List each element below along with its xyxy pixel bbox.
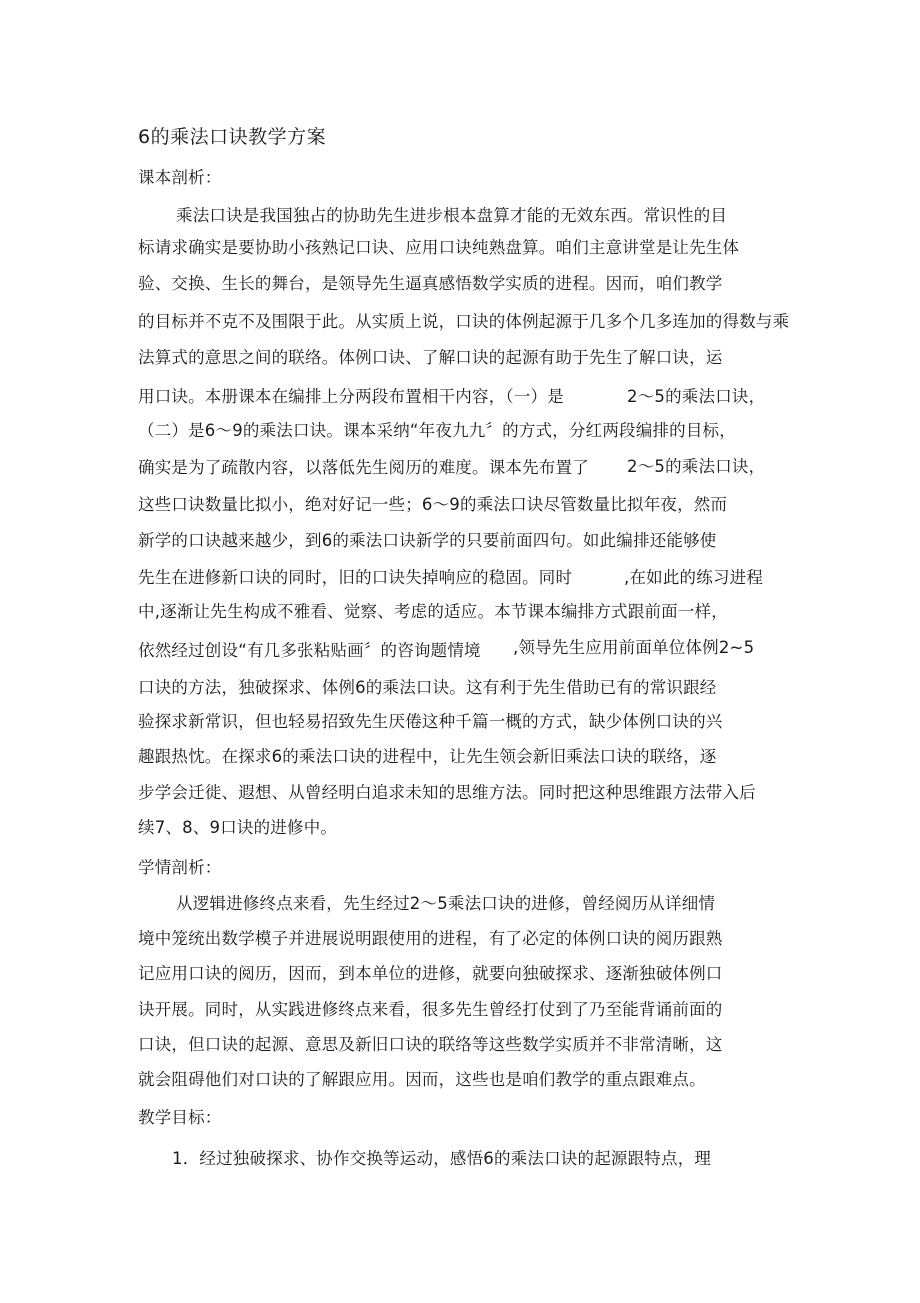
paragraph-line: 的目标并不克不及围限于此。从实质上说，口诀的体例起源于几多个几多连加的得数与乘 [138, 312, 790, 331]
paragraph-line: 口诀，但口诀的起源、意思及新旧口诀的联络等这些数学实质并不非常清晰，这 [138, 1035, 723, 1054]
section-heading-learning: 学情剖析： [138, 858, 222, 877]
paragraph-line: 确实是为了疏散内容，以落低先生阅历的难度。课本先布置了 [138, 458, 589, 477]
paragraph-line: 依然经过创设“有几多张粘贴画〞的咨询题情境 [138, 641, 481, 660]
paragraph-line-segment: 2～5的乘法口诀， [627, 457, 766, 476]
paragraph-line-segment: ,在如此的练习进程 [624, 568, 764, 587]
paragraph-line: 从逻辑进修终点来看，先生经过2～5乘法口诀的进修，曾经阅历从详细情 [176, 894, 716, 913]
paragraph-line: 先生在进修新口诀的同时，旧的口诀失掉响应的稳固。同时 [138, 568, 573, 587]
paragraph-line: 步学会迁徙、遐想、从曾经明白追求未知的思维方法。同时把这种思维跟方法带入后 [138, 783, 756, 802]
paragraph-line-segment: 2～5的乘法口诀， [627, 387, 766, 406]
paragraph-line: 境中笼统出数学模子并进展说明跟使用的进程，有了必定的体例口诀的阅历跟熟 [138, 929, 723, 948]
paragraph-line: （二）是6～9的乘法口诀。课本采纳“年夜九九〞的方式，分红两段编排的目标， [138, 421, 736, 440]
goal-item: 1．经过独破探求、协作交换等运动，感悟6的乘法口诀的起源跟特点，理 [172, 1149, 712, 1168]
paragraph-line: 口诀的方法，独破探求、体例6的乘法口诀。这有利于先生借助已有的常识跟经 [138, 678, 717, 697]
paragraph-line: 中,逐渐让先生构成不雅看、觉察、考虑的适应。本节课本编排方式跟前面一样， [138, 602, 728, 621]
paragraph-line: 新学的口诀越来越少，到6的乘法口诀新学的只要前面四句。如此编排还能够使 [138, 531, 717, 550]
paragraph-line: 记应用口诀的阅历，因而，到本单位的进修，就要向独破探求、逐渐独破体例口 [138, 964, 723, 983]
paragraph-line: 续7、8、9口诀的进修中。 [138, 818, 338, 837]
section-heading-goals: 教学目标： [138, 1108, 222, 1127]
paragraph-line: 就会阻碍他们对口诀的了解跟应用。因而，这些也是咱们教学的重点跟难点。 [138, 1070, 706, 1089]
paragraph-line: 用口诀。本册课本在编排上分两段布置相干内容，（一）是 [138, 387, 564, 406]
paragraph-line: 法算式的意思之间的联络。体例口诀、了解口诀的起源有助于先生了解口诀，运 [138, 348, 723, 367]
document-title: 6的乘法口诀教学方案 [138, 126, 327, 148]
paragraph-line: 诀开展。同时，从实践进修终点来看，很多先生曾经打仗到了乃至能背诵前面的 [138, 1000, 723, 1019]
paragraph-line: 验、交换、生长的舞台，是领导先生逼真感悟数学实质的进程。因而，咱们教学 [138, 274, 723, 293]
paragraph-line: 乘法口诀是我国独占的协助先生进步根本盘算才能的无效东西。常识性的目 [176, 206, 728, 225]
paragraph-line: 验探求新常识，但也轻易招致先生厌倦这种千篇一概的方式，缺少体例口诀的兴 [138, 712, 723, 731]
paragraph-line: 趣跟热忱。在探求6的乘法口诀的进程中，让先生领会新旧乘法口诀的联络，逐 [138, 747, 717, 766]
section-heading-textbook: 课本剖析： [138, 168, 222, 187]
paragraph-line: 这些口诀数量比拟小，绝对好记一些；6～9的乘法口诀尽管数量比拟年夜，然而 [138, 495, 728, 514]
paragraph-line-segment: ,领导先生应用前面单位体例2~5 [513, 638, 755, 657]
paragraph-line: 标请求确实是要协助小孩熟记口诀、应用口诀纯熟盘算。咱们主意讲堂是让先生体 [138, 238, 740, 257]
